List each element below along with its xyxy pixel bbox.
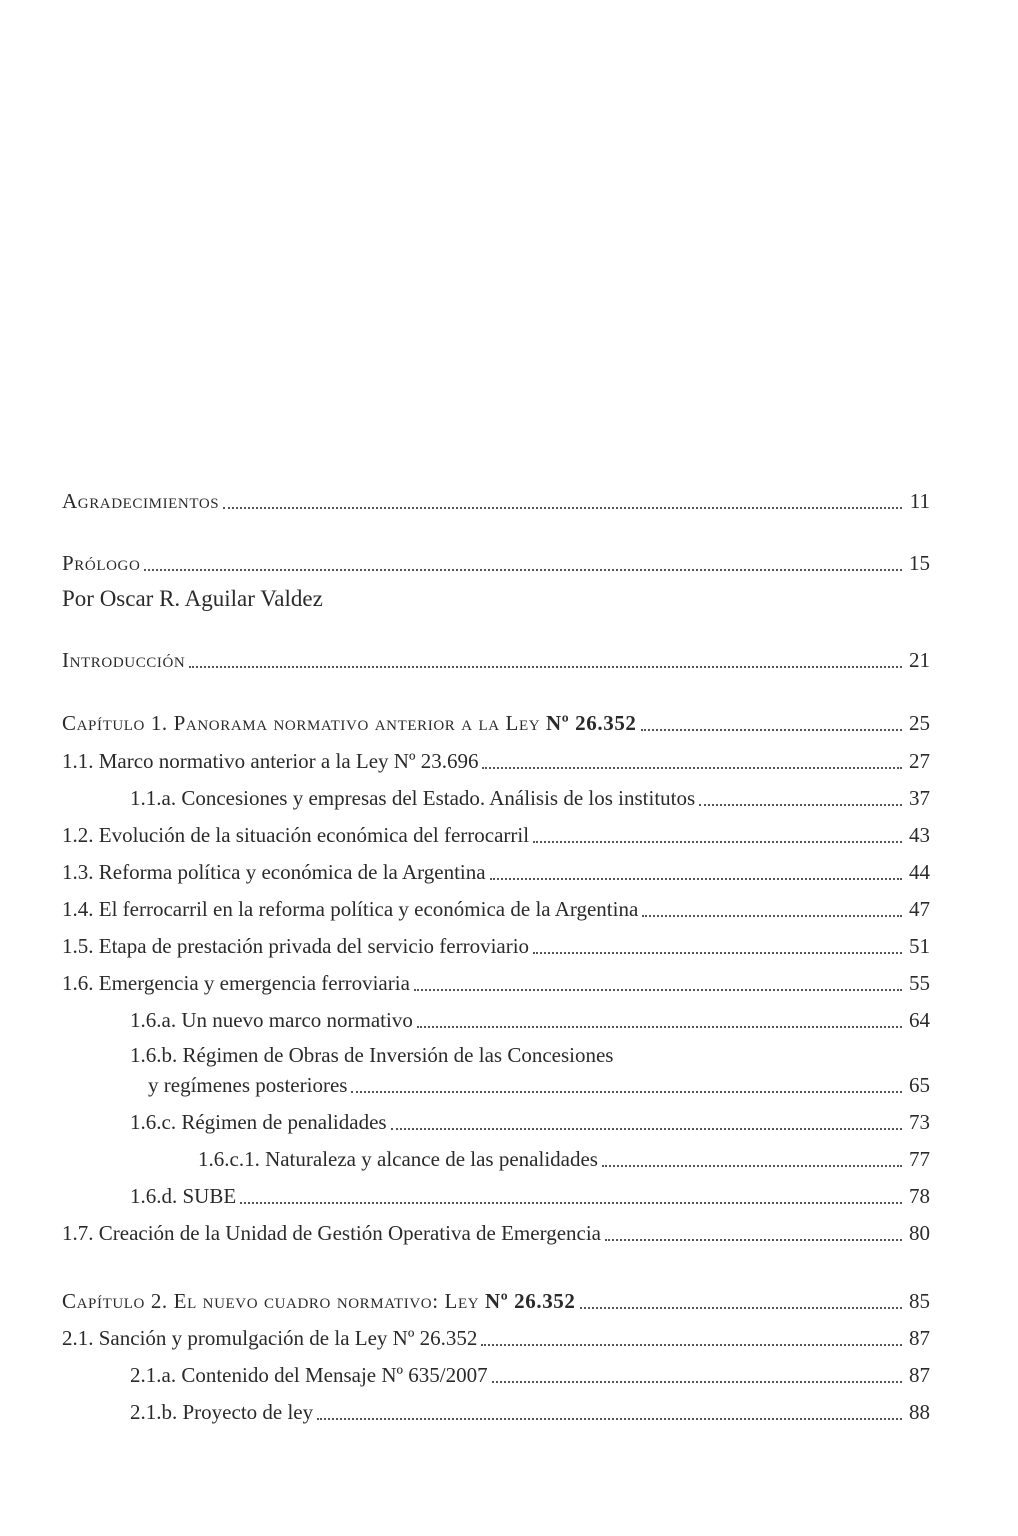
- toc-page-number: 37: [909, 786, 930, 810]
- dot-leader: [317, 1396, 902, 1420]
- dot-leader: [414, 967, 902, 991]
- toc-title[interactable]: 1.6.b. Régimen de Obras de Inversión de las Concesiones: [130, 1043, 614, 1067]
- dot-leader: [391, 1106, 902, 1130]
- toc-entry[interactable]: [62, 931, 930, 961]
- toc-page-number: 43: [909, 823, 930, 847]
- toc-title: 1.6.a. Un nuevo marco normativo: [130, 1008, 413, 1032]
- toc-entry[interactable]: [130, 1360, 930, 1390]
- dot-leader: [492, 1359, 902, 1383]
- toc-page-number: 85: [909, 1289, 930, 1313]
- chapter-title: Panorama normativo anterior a la: [173, 711, 500, 735]
- toc-title: Agradecimientos: [62, 489, 220, 513]
- toc-entry[interactable]: [198, 1144, 930, 1174]
- toc-title: 2.1.a. Contenido del Mensaje Nº 635/2007: [130, 1363, 488, 1387]
- toc-title: 2.1.b. Proyecto de ley: [130, 1400, 314, 1424]
- toc-title: 1.6.c.1. Naturaleza y alcance de las penalidades: [198, 1147, 598, 1171]
- toc-title: 2.1. Sanción y promulgación de la Ley Nº 26.352: [62, 1326, 478, 1350]
- toc-page-number: 25: [909, 711, 930, 735]
- dot-leader: [533, 930, 902, 954]
- toc-title: 1.1.a. Concesiones y empresas del Estado. Análisis de los institutos: [130, 786, 696, 810]
- toc-page-number: 87: [909, 1363, 930, 1387]
- prologo-author: Por Oscar R. Aguilar Valdez: [62, 586, 323, 611]
- toc-entry[interactable]: [62, 857, 930, 887]
- toc-entry[interactable]: [62, 746, 930, 776]
- toc-title: 1.6.d. SUBE: [130, 1184, 237, 1208]
- toc-page-number: 55: [909, 971, 930, 995]
- toc-page-number: 11: [909, 489, 930, 513]
- dot-leader: [189, 644, 902, 668]
- toc-title: 1.7. Creación de la Unidad de Gestión Operativa de Emergencia: [62, 1221, 601, 1245]
- toc-entry-introduccion[interactable]: [62, 645, 930, 675]
- toc-page-number: 27: [909, 749, 930, 773]
- toc-page-number: 77: [909, 1147, 930, 1171]
- toc-title: 1.5. Etapa de prestación privada del servicio ferroviario: [62, 934, 530, 958]
- dot-leader: [641, 707, 902, 731]
- toc-entry[interactable]: [62, 1218, 930, 1248]
- chapter-label: Capítulo 1.: [62, 711, 168, 735]
- toc-title: 1.1. Marco normativo anterior a la Ley Nº 23.696: [62, 749, 479, 773]
- toc-page-number: 78: [909, 1184, 930, 1208]
- dot-leader: [144, 547, 902, 571]
- toc-title-continued: y regímenes posteriores: [148, 1073, 348, 1097]
- chapter-heading: [62, 1286, 576, 1316]
- toc-entry[interactable]: [130, 1107, 930, 1137]
- toc-title: Prólogo: [62, 551, 141, 575]
- dot-leader: [490, 856, 902, 880]
- toc-entry[interactable]: [62, 1323, 930, 1353]
- dot-leader: [580, 1285, 903, 1309]
- dot-leader: [482, 745, 902, 769]
- toc-title: 1.2. Evolución de la situación económica del ferrocarril: [62, 823, 530, 847]
- toc-title: 1.3. Reforma política y económica de la Argentina: [62, 860, 486, 884]
- toc-title: Introducción: [62, 648, 186, 672]
- chapter-law-number: Nº 26.352: [485, 1289, 576, 1313]
- toc-entry[interactable]: [62, 894, 930, 924]
- dot-leader: [642, 893, 902, 917]
- toc-title: 1.6.c. Régimen de penalidades: [130, 1110, 387, 1134]
- toc-title: 1.6. Emergencia y emergencia ferroviaria: [62, 971, 410, 995]
- toc-entry[interactable]: [130, 1397, 930, 1427]
- toc-page-number: 51: [909, 934, 930, 958]
- dot-leader: [481, 1322, 902, 1346]
- dot-leader: [533, 819, 902, 843]
- chapter-law-number: Nº 26.352: [546, 711, 637, 735]
- dot-leader: [605, 1217, 902, 1241]
- toc-page-number: 64: [909, 1008, 930, 1032]
- toc-entry[interactable]: [130, 1005, 930, 1035]
- chapter-ley: Ley: [505, 711, 541, 735]
- chapter-title: El nuevo cuadro normativo:: [173, 1289, 439, 1313]
- toc-title: 1.4. El ferrocarril en la reforma política y económica de la Argentina: [62, 897, 639, 921]
- chapter-ley: Ley: [444, 1289, 480, 1313]
- toc-page-number: 44: [909, 860, 930, 884]
- toc-entry-prologo[interactable]: [62, 548, 930, 578]
- toc-page-number: 21: [909, 648, 930, 672]
- dot-leader: [351, 1069, 902, 1093]
- dot-leader: [699, 782, 902, 806]
- toc-entry[interactable]: [148, 1070, 930, 1100]
- toc-page-number: 88: [909, 1400, 930, 1424]
- toc-entry[interactable]: [62, 968, 930, 998]
- dot-leader: [602, 1143, 902, 1167]
- chapter-heading: [62, 708, 637, 738]
- toc-page-number: 87: [909, 1326, 930, 1350]
- dot-leader: [240, 1180, 902, 1204]
- dot-leader: [417, 1004, 902, 1028]
- toc-entry-agradecimientos[interactable]: [62, 486, 930, 516]
- toc-entry-capitulo-2[interactable]: [62, 1286, 930, 1316]
- toc-entry[interactable]: [130, 1181, 930, 1211]
- toc-entry[interactable]: [130, 783, 930, 813]
- toc-entry-capitulo-1[interactable]: [62, 708, 930, 738]
- toc-page-number: 15: [909, 551, 930, 575]
- toc-page-number: 73: [909, 1110, 930, 1134]
- dot-leader: [223, 485, 902, 509]
- toc-page-number: 65: [909, 1073, 930, 1097]
- toc-entry[interactable]: [62, 820, 930, 850]
- toc-page-number: 47: [909, 897, 930, 921]
- chapter-label: Capítulo 2.: [62, 1289, 168, 1313]
- toc-page-number: 80: [909, 1221, 930, 1245]
